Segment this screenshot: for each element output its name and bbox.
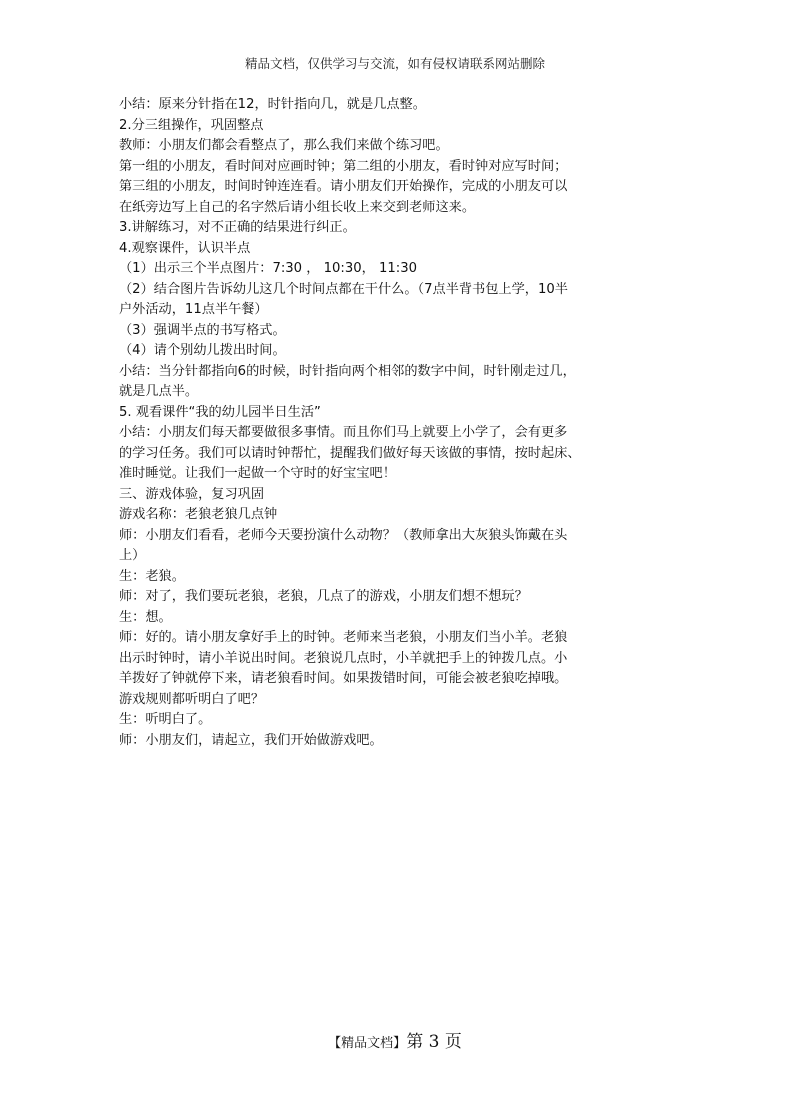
text-line: 5. 观看课件“我的幼儿园半日生活” (119, 404, 321, 420)
text-line: 生：想。 (119, 609, 172, 625)
text-line: （2）结合图片告诉幼儿这几个时间点都在干什么。（7点半背书包上学，10半 (119, 281, 568, 297)
text-line: 第三组的小朋友，时间时钟连连看。请小朋友们开始操作，完成的小朋友可以 (119, 179, 568, 194)
text-line: 羊拨好了钟就停下来，请老狼看时间。如果拨错时间，可能会被老狼吃掉哦。 (119, 671, 568, 686)
text-line: 小结：当分针都指向6的时候，时针指向两个相邻的数字中间，时针刚走过几， (119, 363, 576, 379)
text-line: 生：老狼。 (119, 568, 185, 584)
text-line: 在纸旁边写上自己的名字然后请小组长收上来交到老师这来。 (119, 199, 476, 215)
text-line: 师：小朋友们，请起立，我们开始做游戏吧。 (119, 732, 383, 748)
footer-tag: 【精品文档】 (328, 1036, 407, 1051)
text-line: 出示时钟时，请小羊说出时间。老狼说几点时，小羊就把手上的钟拨几点。小 (119, 650, 568, 666)
text-line: 师：好的。请小朋友拿好手上的时钟。老师来当老狼，小朋友们当小羊。老狼 (119, 630, 568, 645)
page-number-suffix: 页 (439, 1032, 462, 1052)
text-line: （4）请个别幼儿拨出时间。 (119, 343, 286, 358)
text-line: 上） (119, 548, 146, 563)
text-line: 就是几点半。 (119, 384, 199, 399)
text-line: 的学习任务。我们可以请时钟帮忙，提醒我们做好每天该做的事情，按时起床、 (119, 445, 581, 461)
text-line: （3）强调半点的书写格式。 (119, 322, 286, 338)
document-body (119, 95, 679, 751)
text-line: 教师：小朋友们都会看整点了，那么我们来做个练习吧。 (119, 138, 449, 153)
text-line: 准时睡觉。让我们一起做一个守时的好宝宝吧！ (119, 466, 396, 481)
text-line: 师：小朋友们看看，老师今天要扮演什么动物？（教师拿出大灰狼头饰戴在头 (119, 527, 568, 543)
text-line: （1）出示三个半点图片：7:30 ， 10:30， 11:30 (119, 261, 418, 276)
page-number-prefix: 第 (406, 1032, 429, 1052)
page-number: 3 (428, 1032, 440, 1052)
text-line: 4.观察课件，认识半点 (119, 240, 251, 256)
text-line: 2.分三组操作，巩固整点 (119, 117, 264, 133)
page-header: 精品文档，仅供学习与交流，如有侵权请联系网站删除 (244, 56, 545, 71)
text-line: 游戏规则都听明白了吧？ (119, 691, 265, 707)
text-line: 三、游戏体验，复习巩固 (119, 486, 265, 502)
text-line: 生：听明白了。 (119, 712, 212, 727)
text-line: 第一组的小朋友，看时间对应画时钟；第二组的小朋友，看时钟对应写时间； (119, 158, 568, 174)
text-line: 师：对了，我们要玩老狼，老狼，几点了的游戏，小朋友们想不想玩？ (119, 589, 528, 604)
text-line: 游戏名称：老狼老狼几点钟 (119, 507, 278, 522)
text-line: 户外活动，11点半午餐） (119, 302, 268, 317)
page-footer (0, 1031, 790, 1055)
text-line: 小结：小朋友们每天都要做很多事情。而且你们马上就要上小学了，会有更多 (119, 425, 568, 440)
text-line: 3.讲解练习，对不正确的结果进行纠正。 (119, 220, 356, 235)
text-line: 小结：原来分针指在12，时针指向几，就是几点整。 (119, 97, 426, 112)
